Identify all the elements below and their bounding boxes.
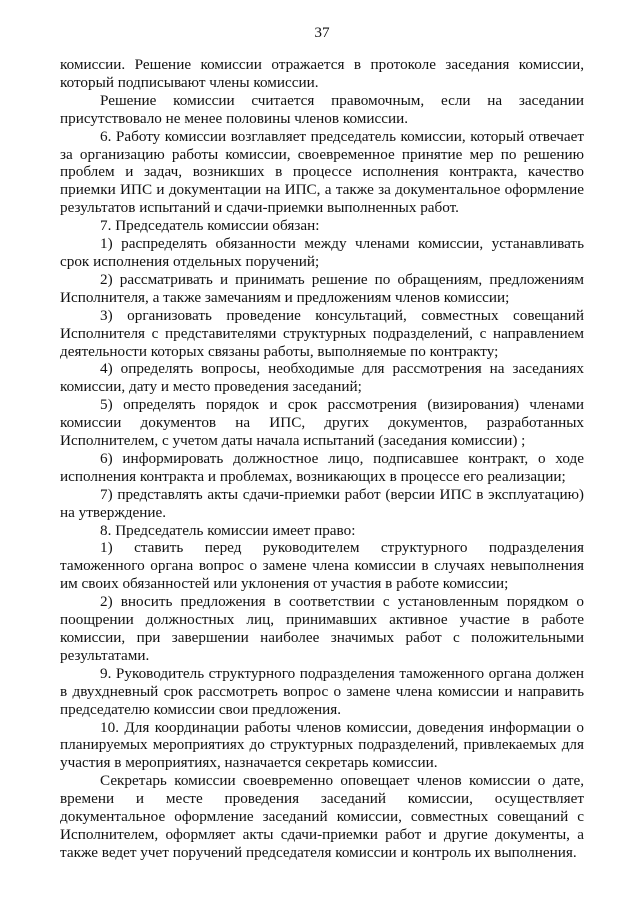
page-number: 37 [314, 24, 330, 41]
paragraph-quorum: Решение комиссии считается правомочным, если на заседании присутствовало не менее половины членов комиссии. [60, 91, 584, 127]
paragraph-continuation: комиссии. Решение комиссии отражается в протоколе заседания комиссии, который подписывают члены комиссии. [60, 56, 584, 91]
paragraph-7-heading: 7. Председатель комиссии обязан: [100, 217, 320, 235]
paragraph-7-item-5: 5) определять порядок и срок рассмотрения (визирования) членами комиссии документов на ИПС, других документов, разработанных Исполнителем, с учетом даты начала испытаний (заседания комиссии) ; [60, 396, 584, 450]
paragraph-7-item-4: 4) определять вопросы, необходимые для рассмотрения на заседаниях комиссии, дату и место проведения заседаний; [60, 360, 584, 396]
paragraph-8-heading: 8. Председатель комиссии имеет право: [100, 521, 356, 539]
document-body [60, 56, 584, 862]
paragraph-secretary: Секретарь комиссии своевременно оповещает членов комиссии о дате, времени и месте проведения заседаний комиссии, осуществляет документальное оформление заседаний комиссии, совместных совещаний с Исполнителем, оформляет акты сдачи-приемки работ и другие документы, а также ведет учет поручений председателя комиссии и контроль их выполнения. [60, 772, 584, 861]
paragraph-7-item-3: 3) организовать проведение консультаций, совместных совещаний Исполнителя с представителями структурных подразделений, с направлением деятельности которых связаны работы, выполняемые по контракту; [60, 306, 584, 360]
paragraph-7-item-6: 6) информировать должностное лицо, подписавшее контракт, о ходе исполнения контракта и проблемах, возникающих в процессе его реализации; [60, 449, 584, 485]
paragraph-7-item-1: 1) распределять обязанности между членами комиссии, устанавливать срок исполнения отдельных поручений; [60, 235, 584, 270]
paragraph-8-item-2: 2) вносить предложения в соответствии с установленным порядком о поощрении должностных лиц, принимавших активное участие в работе комиссии, при завершении наиболее значимых работ с положительными результатами. [60, 593, 584, 664]
paragraph-7-item-7: 7) представлять акты сдачи-приемки работ (версии ИПС в эксплуатацию) на утверждение. [60, 485, 584, 521]
paragraph-6-chairman-duties: 6. Работу комиссии возглавляет председатель комиссии, который отвечает за организацию работы комиссии, своевременное принятие мер по решению проблем и задач, возникших в процессе исполнения контракта, качество приемки ИПС и документации на ИПС, а также за документальное оформление результатов испытаний и сдачи-приемки выполненных работ. [60, 127, 584, 217]
paragraph-8-item-1: 1) ставить перед руководителем структурного подразделения таможенного органа вопрос о замене члена комиссии в случаях невыполнения им своих обязанностей или уклонения от участия в работе комиссии; [60, 539, 584, 593]
paragraph-10: 10. Для координации работы членов комиссии, доведения информации о планируемых мероприятиях до структурных подразделений, привлекаемых для участия в мероприятиях, назначается секретарь комиссии. [60, 718, 584, 772]
paragraph-9: 9. Руководитель структурного подразделения таможенного органа должен в двухдневный срок рассмотреть вопрос о замене члена комиссии и направить председателю комиссии свои предложения. [60, 664, 584, 718]
paragraph-7-item-2: 2) рассматривать и принимать решение по обращениям, предложениям Исполнителя, а также замечаниям и предложениям членов комиссии; [60, 270, 584, 306]
